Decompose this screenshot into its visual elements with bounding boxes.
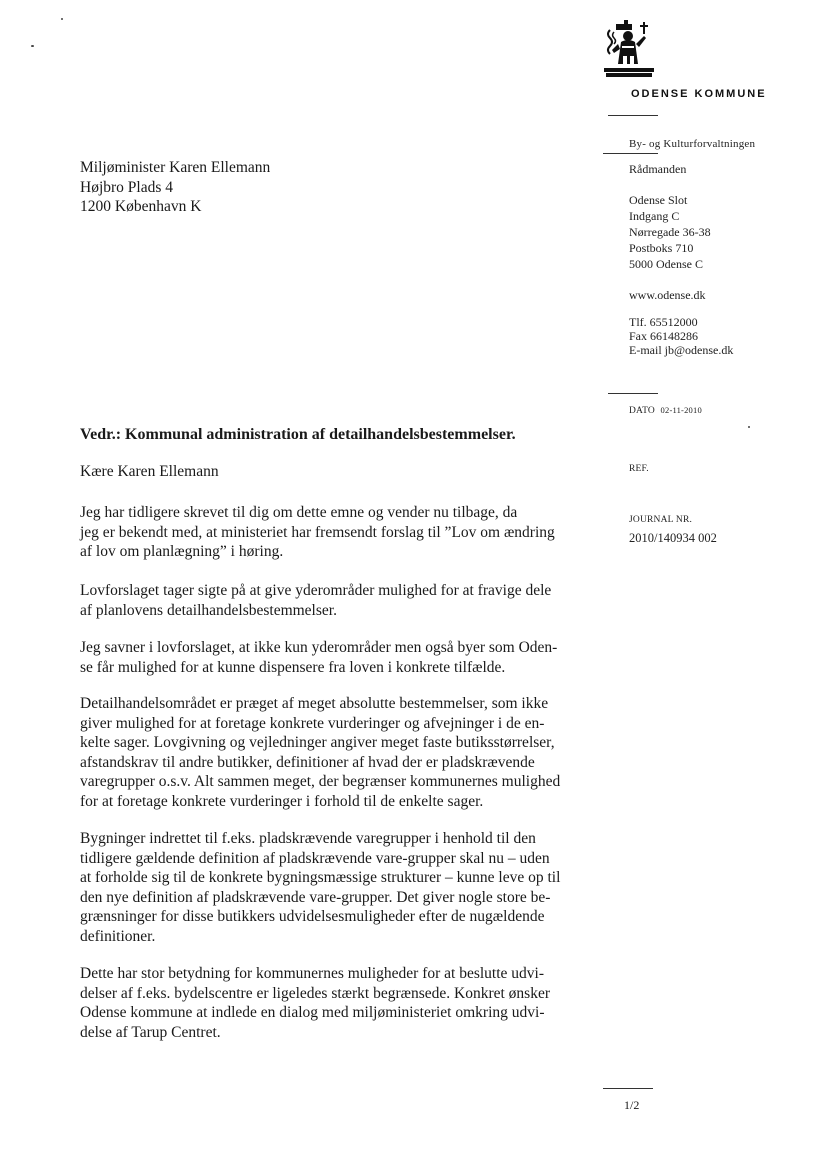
contact-block bbox=[629, 315, 733, 357]
date-row bbox=[629, 405, 702, 416]
email-link[interactable]: E-mail jb@odense.dk bbox=[629, 343, 734, 357]
body-paragraph bbox=[80, 503, 600, 562]
divider bbox=[603, 153, 658, 154]
body-paragraph bbox=[80, 829, 600, 946]
paragraph-line: Lovforslaget tager sigte på at give yderområder mulighed for at fravige dele bbox=[80, 582, 552, 599]
page-number: 1/2 bbox=[624, 1098, 640, 1112]
divider bbox=[603, 1088, 653, 1089]
body-paragraph bbox=[80, 964, 600, 1042]
city-coat-of-arms-icon bbox=[604, 16, 654, 78]
letter-greeting: Kære Karen Ellemann bbox=[80, 463, 219, 480]
paragraph-line: Jeg har tidligere skrevet til dig om dette emne og vender nu tilbage, da bbox=[80, 504, 518, 521]
body-paragraph bbox=[80, 581, 600, 620]
paragraph-line: af lov om planlægning” i høring. bbox=[80, 543, 284, 560]
divider bbox=[608, 393, 658, 394]
address-line: 5000 Odense C bbox=[629, 257, 703, 271]
paragraph-line: jeg er bekendt med, at ministeriet har fremsendt forslag til ”Lov om ændring bbox=[80, 523, 555, 541]
paragraph-line: tidligere gældende definition af pladskrævende vare-grupper skal nu – uden bbox=[80, 849, 550, 867]
paragraph-line: kelte sager. Lovgivning og vejledninger angiver meget faste butiksstørrelser, bbox=[80, 734, 555, 751]
recipient-line: 1200 København K bbox=[80, 198, 202, 215]
paragraph-line: afstandskrav til andre butikker, definitioner af hvad der er pladskrævende bbox=[80, 753, 535, 771]
organization-name: ODENSE KOMMUNE bbox=[631, 88, 767, 100]
fax-number: Fax 66148286 bbox=[629, 329, 698, 343]
paragraph-line: af planlovens detailhandelsbestemmelser. bbox=[80, 601, 337, 619]
phone-number: Tlf. 65512000 bbox=[629, 315, 698, 329]
journal-label: JOURNAL NR. bbox=[629, 515, 693, 525]
address-line: Odense Slot bbox=[629, 193, 688, 207]
paragraph-line: Jeg savner i lovforslaget, at ikke kun yderområder men også byer som Oden- bbox=[80, 639, 558, 656]
paragraph-line: Odense kommune at indlede en dialog med miljøministeriet omkring udvi- bbox=[80, 1004, 545, 1021]
paragraph-line: Dette har stor betydning for kommunernes muligheder for at beslutte udvi- bbox=[80, 965, 545, 982]
body-paragraph bbox=[80, 694, 600, 811]
paragraph-line: Detailhandelsområdet er præget af meget absolutte bestemmelser, som ikke bbox=[80, 695, 549, 712]
body-paragraph bbox=[80, 638, 600, 677]
paragraph-line: giver mulighed for at foretage konkrete vurderinger og afvejninger i de en- bbox=[80, 714, 545, 732]
letter-subject: Vedr.: Kommunal administration af detailhandelsbestemmelser. bbox=[80, 426, 516, 443]
paragraph-line: for at foretage konkrete vurderinger i forhold til de enkelte sager. bbox=[80, 792, 484, 810]
recipient-line: Miljøminister Karen Ellemann bbox=[80, 159, 271, 176]
office-name: Rådmanden bbox=[629, 162, 687, 176]
paragraph-line: den nye definition af pladskrævende vare-grupper. Det giver nogle store be- bbox=[80, 888, 551, 906]
recipient-address bbox=[80, 158, 270, 217]
journal-number: 2010/140934 002 bbox=[629, 531, 717, 545]
divider bbox=[608, 115, 658, 116]
paragraph-line: delser af f.eks. bydelscentre er ligeledes stærkt begrænsede. Konkret ønsker bbox=[80, 984, 551, 1002]
recipient-line: Højbro Plads 4 bbox=[80, 178, 173, 196]
paragraph-line: at forholde sig til de konkrete bygningsmæssige strukturer – kunne leve op til bbox=[80, 869, 561, 886]
scan-speck bbox=[61, 18, 63, 20]
scan-speck bbox=[31, 45, 34, 47]
paragraph-line: Bygninger indrettet til f.eks. pladskrævende varegrupper i henhold til den bbox=[80, 830, 536, 847]
ref-label: REF. bbox=[629, 464, 649, 474]
address-line: Indgang C bbox=[629, 209, 680, 223]
paragraph-line: definitioner. bbox=[80, 927, 156, 945]
website-link[interactable]: www.odense.dk bbox=[629, 288, 706, 302]
date-value: 02-11-2010 bbox=[660, 405, 702, 415]
scan-speck bbox=[748, 426, 750, 428]
paragraph-line: se får mulighed for at kunne dispensere fra loven i konkrete tilfælde. bbox=[80, 658, 506, 676]
address-line: Nørregade 36-38 bbox=[629, 225, 711, 239]
department-name: By- og Kulturforvaltningen bbox=[629, 138, 756, 150]
date-label: DATO bbox=[629, 406, 655, 416]
address-line: Postboks 710 bbox=[629, 241, 694, 255]
paragraph-line: varegrupper o.s.v. Alt sammen meget, der begrænser kommunernes mulighed bbox=[80, 773, 561, 790]
address-block bbox=[629, 192, 711, 272]
paragraph-line: grænsninger for disse butikkers udvidelsesmuligheder efter de nugældende bbox=[80, 908, 545, 925]
paragraph-line: delse af Tarup Centret. bbox=[80, 1023, 221, 1041]
